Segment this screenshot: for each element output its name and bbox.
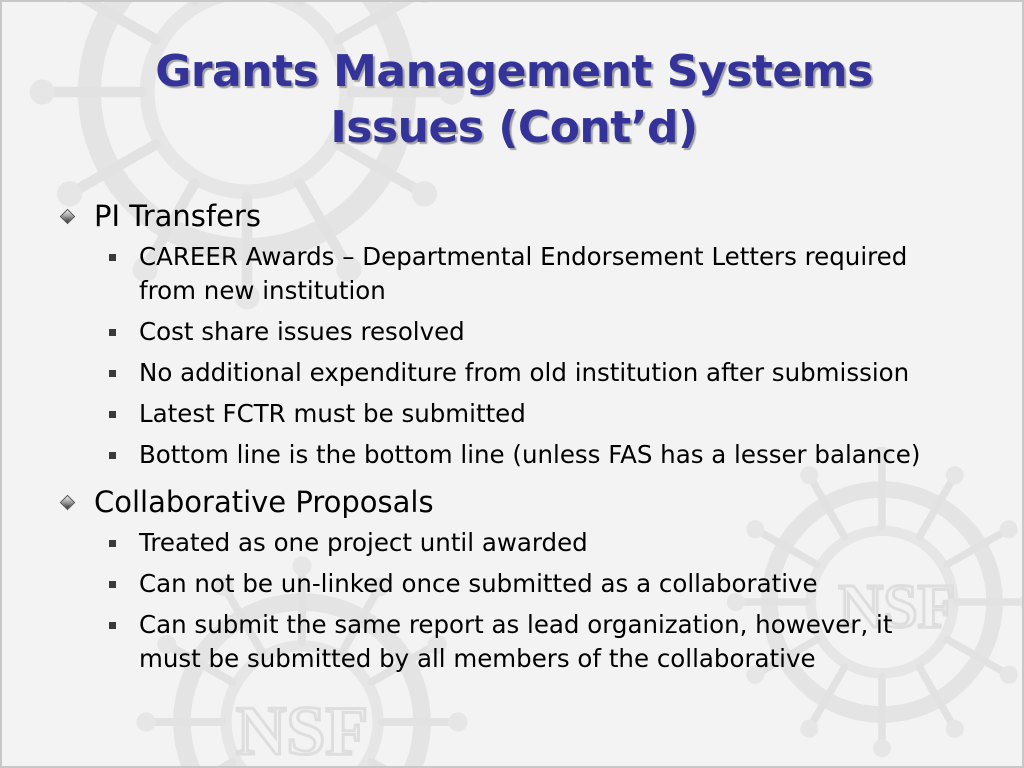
section-heading: Collaborative Proposals — [94, 485, 434, 519]
square-bullet-icon — [109, 540, 116, 547]
list-item-text: No additional expenditure from old institution after submission — [139, 358, 910, 387]
square-bullet-icon — [109, 254, 116, 261]
diamond-bullet-icon — [60, 495, 76, 511]
list-item — [94, 438, 960, 472]
watermark-text: NSF — [838, 573, 956, 641]
list-item — [94, 240, 960, 308]
sub-bullet-list — [94, 526, 960, 676]
list-item — [94, 356, 960, 390]
title-line: Grants Management Systems — [155, 46, 873, 97]
list-item — [94, 526, 960, 560]
diamond-bullet-icon — [60, 209, 76, 225]
square-bullet-icon — [109, 329, 116, 336]
list-item-text: Bottom line is the bottom line (unless FAS has a lesser balance) — [139, 440, 921, 469]
square-bullet-icon — [109, 370, 116, 377]
sub-bullet-list — [94, 240, 960, 472]
watermark-text: NSF — [235, 693, 369, 768]
square-bullet-icon — [109, 411, 116, 418]
square-bullet-icon — [109, 452, 116, 459]
square-bullet-icon — [109, 622, 116, 629]
list-item-text: Can submit the same report as lead organization, however, it must be submitted by all members of the collaborative — [139, 610, 893, 673]
section-pi-transfers — [60, 196, 960, 472]
list-item — [94, 397, 960, 431]
list-item-text: Can not be un-linked once submitted as a collaborative — [139, 569, 818, 598]
list-item-text: CAREER Awards – Departmental Endorsement Letters required from new institution — [139, 242, 908, 305]
list-item — [94, 567, 960, 601]
list-item-text: Latest FCTR must be submitted — [139, 399, 526, 428]
list-item-text: Treated as one project until awarded — [139, 528, 588, 557]
section-collaborative-proposals — [60, 482, 960, 676]
list-item-text: Cost share issues resolved — [139, 317, 465, 346]
bullet-list — [60, 196, 960, 686]
slide-title — [62, 44, 966, 156]
section-heading: PI Transfers — [94, 199, 261, 233]
list-item — [94, 608, 960, 676]
list-item — [94, 315, 960, 349]
square-bullet-icon — [109, 581, 116, 588]
title-line: Issues (Cont’d) — [330, 102, 698, 153]
